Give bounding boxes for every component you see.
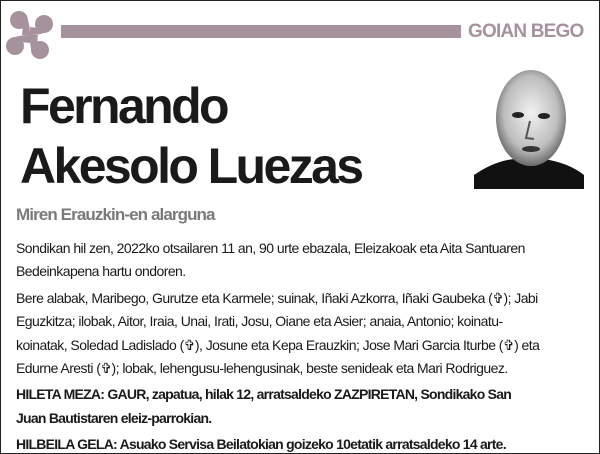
funeral-mass-paragraph bbox=[16, 383, 591, 430]
text-line: Eguzkitza; ilobak, Aitor, Iraia, Unai, Irati, Josu, Oiane eta Asier; anaia, Antonio; koinatu- bbox=[16, 313, 503, 330]
text-line: Edurne Aresti (✞); lobak, lehengusu-lehengusinak, beste senideak eta Mari Rodriguez. bbox=[16, 360, 508, 377]
text-line: Juan Bautistaren eleiz-parrokian. bbox=[16, 409, 212, 426]
subtitle: Miren Erauzkin-en alarguna bbox=[16, 205, 215, 224]
section-label: GOIAN BEGO bbox=[468, 21, 584, 42]
obituary-body bbox=[16, 237, 591, 454]
text-line: Sondikan hil zen, 2022ko otsailaren 11 an, 90 urte ebazala, Eleizakoak eta Aita Santuaren bbox=[16, 240, 525, 256]
lauburu-icon bbox=[4, 8, 56, 62]
surnames: Akesolo Luezas bbox=[20, 138, 362, 194]
text-line: HILBEILA GELA: Asuako Servisa Beilatokian goizeko 10etatik arratsaldeko 14 arte. bbox=[16, 436, 506, 453]
text-line: Bere alabak, Maribego, Gurutze eta Karmele; suinak, Iñaki Azkorra, Iñaki Gaubeka (✞); Jabi bbox=[16, 289, 538, 306]
death-paragraph bbox=[16, 237, 591, 284]
first-name: Fernando bbox=[20, 78, 227, 134]
portrait-photo bbox=[474, 63, 584, 189]
text-line: koinatak, Soledad Ladislado (✞), Josune eta Kepa Erauzkin; Jose Mari Garcia Iturbe (✞) eta bbox=[16, 336, 540, 353]
header-divider-bar bbox=[61, 25, 461, 38]
text-line: HILETA MEZA: GAUR, zapatua, hilak 12, arratsaldeko ZAZPIRETAN, Sondikako San bbox=[16, 386, 512, 403]
text-line: Bedeinkapena hartu ondoren. bbox=[16, 263, 186, 280]
wake-room-paragraph bbox=[16, 433, 591, 454]
family-paragraph bbox=[16, 287, 591, 381]
